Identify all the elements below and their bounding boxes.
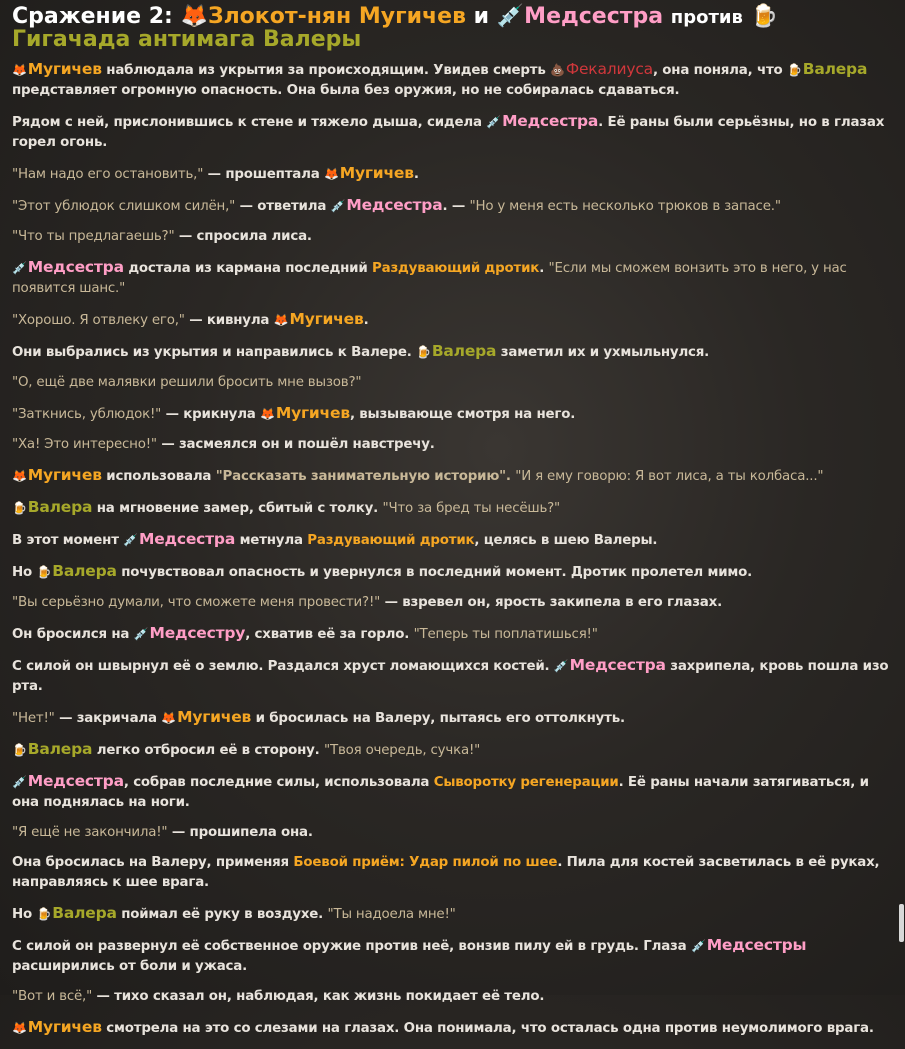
text-span: — прошипела она.	[171, 825, 313, 840]
paragraph	[12, 59, 891, 101]
text-span: — кивнула	[189, 313, 270, 328]
text-span: "Вы серьёзно думали, что сможете меня провести?!"	[12, 595, 381, 610]
text-span: Медсестры	[706, 936, 807, 954]
paragraph	[12, 227, 891, 247]
text-span: наблюдала из укрытия за происходящим. Увидев смерть	[106, 63, 546, 78]
text-span: "Если мы сможем вонзить это в него, у нас появится шанс."	[12, 261, 847, 296]
beer-icon: 🍺	[12, 743, 27, 757]
paragraph	[12, 771, 891, 813]
paragraph	[12, 341, 891, 363]
text-span: Он бросился на	[12, 627, 130, 642]
paragraph	[12, 903, 891, 925]
text-span: "Вот и всё,"	[12, 989, 93, 1004]
text-span: представляет огромную опасность. Она была без оружия, но не собиралась сдаваться.	[12, 83, 680, 98]
text-span: "И я ему говорю: Я вот лиса, а ты колбаса..."	[515, 469, 824, 484]
paragraph	[12, 497, 891, 519]
text-span: почувствовал опасность и увернулся в последний момент. Дротик пролетел мимо.	[121, 565, 753, 580]
text-span: смотрела на это со слезами на глазах. Она понимала, что осталась одна против неумолимого врага.	[106, 1021, 874, 1036]
text-span: — ответила	[239, 199, 327, 214]
text-span: В этот момент	[12, 533, 119, 548]
paragraph	[12, 435, 891, 455]
paragraph	[12, 529, 891, 551]
paragraph	[12, 373, 891, 393]
poop-icon: 💩	[550, 63, 565, 77]
syringe-icon: 💉	[486, 115, 502, 129]
text-span: Но	[12, 907, 33, 922]
syringe-icon: 💉	[690, 939, 706, 953]
paragraph	[12, 739, 891, 761]
paragraph	[12, 987, 891, 1007]
paragraph	[12, 935, 891, 977]
text-span: Валера	[52, 904, 117, 922]
paragraph: "Хорошо. Я отвлеку его," — кивнула 🦊Мугичев.	[12, 310, 369, 328]
text-span: метнула	[239, 533, 303, 548]
text-span: Валера	[52, 562, 117, 580]
text-span: заметил их и ухмыльнулся.	[500, 345, 710, 360]
beer-icon: 🍺	[12, 501, 27, 515]
text-span: использовала	[106, 469, 212, 484]
text-span: , собрав последние силы, использовала	[123, 775, 430, 790]
paragraph: "Нам надо его остановить," — прошептала 🦊Мугичев.	[12, 164, 419, 182]
nurse-name: Медсестра	[524, 4, 664, 29]
text-span: Мугичев	[289, 310, 364, 328]
syringe-icon: 💉	[12, 775, 27, 789]
paragraph	[12, 195, 891, 217]
text-span: легко отбросил её в сторону.	[96, 743, 320, 758]
beer-icon: 🍺	[36, 907, 52, 921]
fox-icon: 🦊	[260, 407, 275, 421]
paragraph	[12, 853, 891, 893]
text-span: "Твоя очередь, сучка!"	[324, 743, 481, 758]
syringe-icon: 💉	[330, 199, 346, 213]
text-span: Мугичев	[27, 60, 102, 78]
fox-icon: 🦊	[12, 469, 27, 483]
text-span: . Её раны начали затягиваться, и она поднялась на ноги.	[12, 775, 869, 810]
paragraph	[12, 403, 891, 425]
syringe-icon: 💉	[133, 627, 149, 641]
fox-icon: 🦊	[180, 4, 208, 29]
text-span: , целясь в шею Валеры.	[474, 533, 658, 548]
text-span: "Теперь ты поплатишься!"	[413, 627, 598, 642]
text-span: "Что за бред ты несёшь?"	[382, 501, 561, 516]
text-span: Валера	[431, 342, 497, 360]
beer-icon: 🍺	[36, 565, 52, 579]
text-span: "О, ещё две малявки решили бросить мне вызов?"	[12, 375, 362, 390]
fox-icon: 🦊	[161, 711, 177, 725]
battle-title: Сражение 2: 🦊Злокот-нян Мугичев и 💉Медсестра против 🍺Гигачада антимага Валеры	[12, 4, 778, 52]
text-span: "Ха! Это интересно!"	[12, 437, 157, 452]
text-span: достала из кармана последний	[128, 261, 368, 276]
text-span: Медсестра	[27, 258, 124, 276]
text-span: — засмеялся он и пошёл навстречу.	[161, 437, 435, 452]
paragraph	[12, 823, 891, 843]
text-span: "Нет!"	[12, 711, 55, 726]
text-span: "Нам надо его остановить,"	[12, 167, 204, 182]
paragraph	[12, 655, 891, 697]
text-span: Мугичев	[275, 404, 350, 422]
fox-icon: 🦊	[273, 313, 289, 327]
syringe-icon: 💉	[123, 533, 138, 547]
text-span: Раздувающий дротик	[307, 533, 475, 548]
text-span: — тихо сказал он, наблюдая, как жизнь покидает её тело.	[96, 989, 545, 1004]
text-span: Медсестра	[569, 656, 666, 674]
text-span: Медсестра	[139, 530, 236, 548]
text-span: "Что ты предлагаешь?"	[12, 229, 175, 244]
text-span: "Заткнись, ублюдок!"	[12, 407, 162, 422]
text-span: "Рассказать занимательную историю".	[215, 469, 511, 484]
text-span: Рядом с ней, прислонившись к стене и тяжело дыша, сидела	[12, 115, 482, 130]
paragraph	[12, 561, 891, 583]
paragraph: 💉Медсестра достала из кармана последний Раздувающий дротик. "Если мы сможем вонзить это в него, у нас появится шанс."	[12, 258, 847, 296]
text-span: Медсестра	[502, 112, 599, 130]
text-span: Мугичев	[339, 164, 414, 182]
text-span: захрипела, кровь пошла изо рта.	[12, 659, 889, 694]
text-span: Она бросилась на Валеру, применяя	[12, 855, 289, 870]
paragraph	[12, 111, 891, 153]
text-span: Боевой приём: Удар пилой по шее	[293, 855, 558, 870]
paragraph	[12, 707, 891, 729]
scrollbar-thumb[interactable]	[899, 904, 904, 942]
beer-icon: 🍺	[416, 345, 431, 359]
text-span: С силой он развернул её собственное оружие против неё, вонзив пилу ей в грудь. Глаза	[12, 939, 687, 954]
text-span: С силой он швырнул её о землю. Раздался хруст ломающихся костей.	[12, 659, 550, 674]
text-span: , схватив её за горло.	[245, 627, 410, 642]
text-span: "Но у меня есть несколько трюков в запасе."	[469, 199, 781, 214]
text-span: Медсестру	[149, 624, 246, 642]
text-span: — закричала	[59, 711, 157, 726]
text-span: расширились от боли и ужаса.	[12, 959, 248, 974]
text-span: . Пила для костей засветилась в её руках, направляясь к шее врага.	[12, 855, 880, 890]
text-span: , вызывающе смотря на него.	[349, 407, 576, 422]
paragraph	[12, 593, 891, 613]
text-span: Мугичев	[177, 708, 252, 726]
fox-icon: 🦊	[12, 1021, 27, 1035]
paragraph	[12, 623, 891, 645]
text-span: Они выбрались из укрытия и направились к Валере.	[12, 345, 412, 360]
text-span: Сыворотку регенерации	[433, 775, 619, 790]
boss-name: Гигачада антимага Валеры	[12, 27, 362, 52]
syringe-icon: 💉	[496, 4, 525, 29]
text-span: "Ты надоела мне!"	[327, 907, 456, 922]
text-span: "Я ещё не закончила!"	[12, 825, 168, 840]
fox-icon: 🦊	[12, 63, 27, 77]
text-span: "Этот ублюдок слишком силён,"	[12, 199, 236, 214]
text-span: Раздувающий дротик	[372, 261, 540, 276]
syringe-icon: 💉	[12, 261, 27, 275]
text-span: поймал её руку в воздухе.	[121, 907, 324, 922]
text-span: Валера	[27, 498, 93, 516]
beer-icon: 🍺	[786, 63, 802, 77]
paragraph	[12, 1017, 891, 1039]
text-span: и бросилась на Валеру, пытаясь его оттолкнуть.	[255, 711, 625, 726]
beer-icon: 🍺	[750, 4, 778, 29]
text-span: . Её раны были серьёзны, но в глазах горел огонь.	[12, 115, 885, 150]
text-span: Мугичев	[27, 1018, 102, 1036]
story-content	[12, 0, 891, 1049]
text-span: Фекалиуса	[565, 60, 653, 78]
syringe-icon: 💉	[553, 659, 569, 673]
fox-icon: 🦊	[324, 167, 339, 181]
text-span: Медсестра	[27, 772, 124, 790]
paragraph	[12, 465, 891, 487]
text-span: на мгновение замер, сбитый с толку.	[96, 501, 379, 516]
text-span: Медсестра	[346, 196, 443, 214]
text-span: — спросила лиса.	[178, 229, 312, 244]
text-span: Валера	[27, 740, 93, 758]
text-span: — крикнула	[165, 407, 256, 422]
text-span: Валера	[802, 60, 868, 78]
fox-name: Злокот-нян Мугичев	[207, 4, 466, 29]
text-span: Мугичев	[27, 466, 102, 484]
text-span: Но	[12, 565, 33, 580]
text-span: — прошептала	[207, 167, 320, 182]
text-span: "Хорошо. Я отвлеку его,"	[12, 313, 185, 328]
text-span: . —	[442, 199, 466, 214]
text-span: — взревел он, ярость закипела в его глазах.	[384, 595, 722, 610]
text-span: , она поняла, что	[652, 63, 783, 78]
